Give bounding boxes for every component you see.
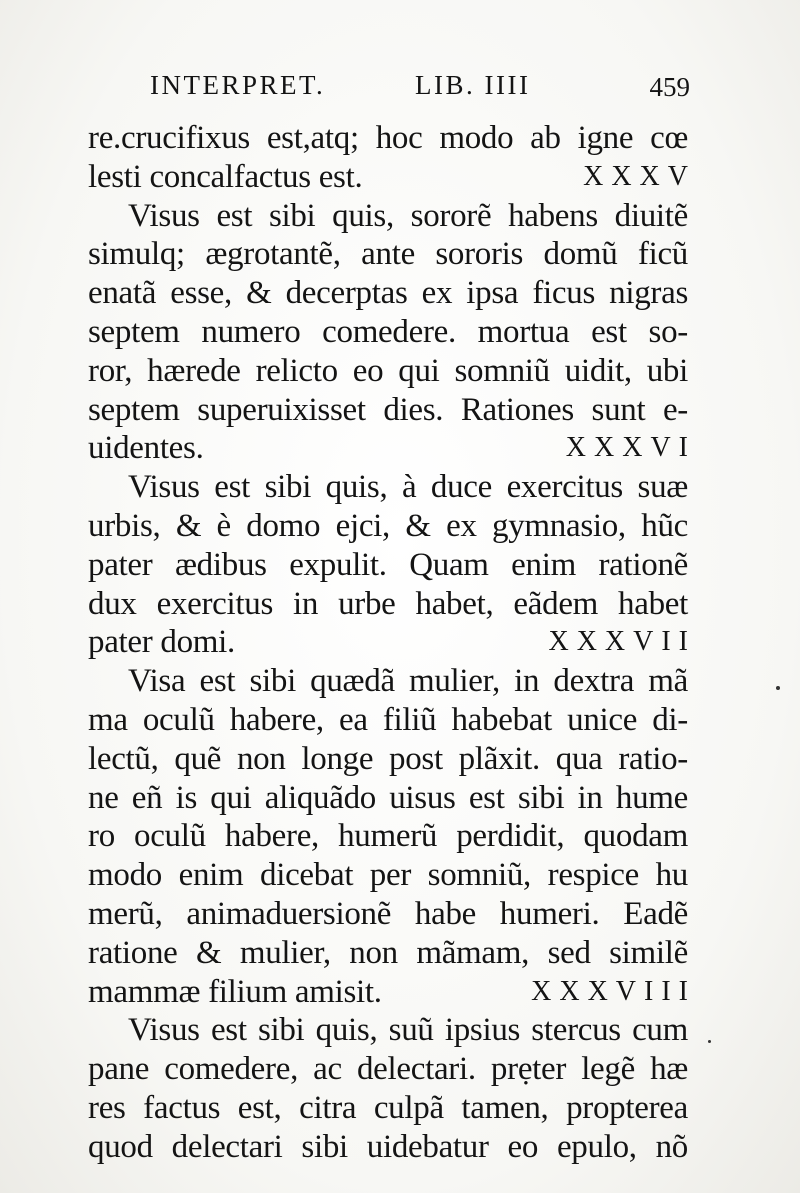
text-line (88, 1127, 688, 1167)
text-line (88, 428, 696, 468)
line-text: Visa est sibi quædã mulier, in dextra mã (128, 663, 688, 700)
text-line (88, 816, 688, 856)
line-text: septem numero comedere. mortua est so- (88, 314, 688, 350)
text-line (128, 1010, 688, 1050)
line-text: Visus est sibi quis, suũ ipsius stercus cum (128, 1012, 688, 1049)
text-line (88, 234, 688, 274)
book-number: LIB. IIII (415, 70, 531, 100)
text-line (88, 972, 696, 1012)
line-text: ro oculũ habere, humerũ perdidit, quodam (88, 818, 688, 855)
line-text: simulq; ægrotantẽ, ante sororis domũ ficũ (88, 236, 688, 273)
text-line (88, 778, 688, 818)
text-line (88, 739, 688, 779)
line-text: Visus est sibi quis, sororẽ habens diuitẽ (128, 197, 688, 234)
ink-speck (776, 686, 780, 690)
line-text: pater domi. (88, 624, 235, 661)
line-text: lesti concalfactus est. (88, 158, 363, 195)
line-text: quod delectari sibi uidebatur eo epulo, nõ (88, 1128, 688, 1165)
text-line (88, 506, 688, 546)
text-line (88, 855, 688, 895)
text-line (128, 196, 688, 236)
text-line (88, 894, 688, 934)
line-text: ratione & mulier, non mãmam, sed similẽ (88, 934, 688, 971)
line-text: pane comedere, ac delectari. prẹter legẽ hæ (88, 1051, 688, 1088)
line-text: mammæ filium amisit. (88, 973, 382, 1010)
section-number: XXXVIII (531, 975, 696, 1007)
line-text: septem superuixisset dies. Rationes sunt e- (88, 391, 688, 428)
line-text: pater ædibus expulit. Quam enim rationẽ (88, 546, 688, 583)
line-text: ror, hærede relicto eo qui somniũ uidit, ubi (88, 352, 688, 389)
text-line (88, 933, 688, 973)
running-header (150, 70, 690, 110)
text-line (128, 661, 688, 701)
text-line (88, 157, 696, 197)
line-text: enatã esse, & decerptas ex ipsa ficus nigras (88, 275, 688, 312)
section-number: XXXVII (548, 626, 696, 658)
line-text: dux exercitus in urbe habet, eãdem habet (88, 585, 688, 622)
running-title: INTERPRET. (150, 70, 326, 100)
text-line (88, 584, 688, 624)
line-text: merũ, animaduersionẽ habe humeri. Eadẽ (88, 896, 688, 932)
text-line (88, 118, 688, 158)
text-line (88, 312, 688, 352)
line-text: lectũ, quẽ non longe post plãxit. qua ratio- (88, 740, 688, 777)
line-text: re.crucifixus est,atq; hoc modo ab igne cœ (88, 120, 688, 156)
text-line (128, 467, 688, 507)
text-line (88, 390, 688, 430)
text-line (88, 700, 688, 740)
folio-number: 459 (649, 72, 690, 102)
line-text: modo enim dicebat per somniũ, respice hu (88, 857, 688, 894)
line-text: ma oculũ habere, ea filiũ habebat unice di- (88, 702, 688, 738)
line-text: urbis, & è domo ejci, & ex gymnasio, hũc (88, 508, 688, 544)
text-line (88, 273, 688, 313)
text-line (88, 1088, 688, 1128)
text-line (88, 351, 688, 391)
section-number: XXXV (583, 160, 696, 192)
line-text: ne eñ is qui aliquãdo uisus est sibi in hume (88, 779, 688, 816)
text-line (88, 545, 688, 585)
line-text: uidentes. (88, 430, 204, 467)
line-text: res factus est, citra culpã tamen, propterea (88, 1090, 688, 1126)
line-text: Visus est sibi quis, à duce exercitus suæ (128, 469, 688, 506)
text-line (88, 1049, 688, 1089)
section-number: XXXVI (565, 432, 696, 464)
ink-speck (708, 1040, 711, 1043)
text-line (88, 622, 696, 662)
